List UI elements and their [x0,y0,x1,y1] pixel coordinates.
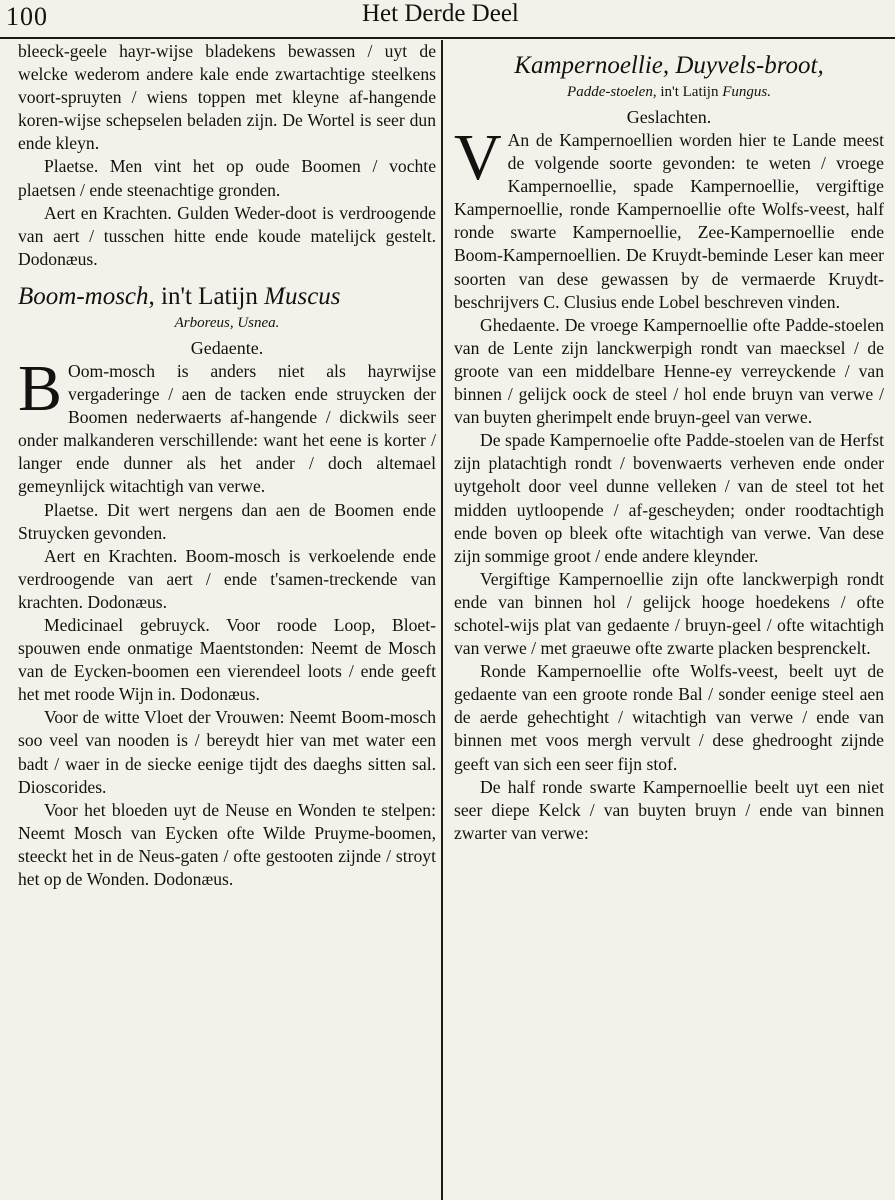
running-title: Het Derde Deel [362,0,519,27]
bloeden-paragraph: Voor het bloeden uyt de Neuse en Wonden te stelpen: Neemt Mosch van Eycken ofte Wilde Pruyme-boomen, steeckt het in de Neus-gaten / ofte gestooten zijnde / stroyt het op de Wonden. Dodonæus. [18,799,436,889]
geslachten-text: An de Kampernoellien worden hier te Lande meest de volgende soorte gevonden: te weten / vroege Kampernoellie, spade Kampernoellie, vergiftige Kampernoellie, ronde Kampernoellie ofte Wolfs-veest, half ronde swarte Kampernoellie, Zee-Kampernoellie ende Boom-Kampernoellien. De Kruydt-beminde Leser kan meer soorten van dese gewassen by de vermaerde Kruydt-beschrijvers C. Clusius ende Lobel beschreven vinden. [454,130,884,312]
half-ronde-paragraph: De half ronde swarte Kampernoellie beelt uyt een niet seer diepe Kelck / van buyten bruyn / ende van binnen zwarter van verwe: [454,776,884,843]
right-column [454,40,884,845]
left-column [18,40,436,891]
ronde-paragraph: Ronde Kampernoellie ofte Wolfs-veest, beelt uyt de gedaente van een groote ronde Bal / sonder eenige steel aen de aerde gehechtight / witachtigh van verwe / ende van binnen met voos mergh vervult / dese ghedrooght zijnde geeft van sich een seer fijn stof. [454,661,884,774]
spade-paragraph: De spade Kampernoelie ofte Padde-stoelen van de Herfst zijn platachtigh rondt / bovenwaerts verheven ende onder uytgeholt door veel dunne velleken / van de steel tot het midden uytloopende / af-gescheyden; onder roodtachtigh ende boven op bleek ofte witachtigh van verwe. Van dese zijn sommige groot / ende andere kleynder. [454,430,884,566]
subtitle-latin: Fungus. [722,84,771,100]
title-main: Boom-mosch [18,282,149,310]
page-number: 100 [6,2,48,31]
medicinael-paragraph: Medicinael gebruyck. Voor roode Loop, Bloet-spouwen ende onmatige Maentstonden: Neemt de Mosch van de Eycken-boomen een vierendeel loots / ende geeft het met roode Wijn in. Dodonæus. [18,614,436,705]
column-divider [441,40,443,1200]
vergiftige-paragraph: Vergiftige Kampernoellie zijn ofte lanckwerpigh rondt ende van binnen hol / gelijck hooge hoedekens / ofte schotel-wijs plat van gedaente / bruyn-geel / ofte witachtigh van verwe / met graeuwe ofte zwarte placken besprenckelt. [454,568,884,659]
geslachten-paragraph [454,121,884,314]
aert-paragraph: Aert en Krachten. Gulden Weder-doot is verdroogende van aert / tusschen hitte ende koude matelijck gestelt. Dodonæus. [18,202,436,269]
plaetse-paragraph: Plaetse. Dit wert nergens dan aen de Boomen ende Struycken gevonden. [18,499,436,543]
drop-cap: V [454,121,502,194]
title-latin: Muscus [264,282,341,310]
entry-subtitle: Arboreus, Usnea. [174,314,280,331]
subtitle-italic: Padde-stoelen [567,84,653,100]
header-rule [0,37,895,39]
page-header [0,0,895,42]
drop-cap: B [18,351,63,425]
witte-vloet-paragraph: Voor de witte Vloet der Vrouwen: Neemt Boom-mosch soo veel van nooden is / bereydt hier van met water een badt / waer in de siecke eenige tijdt des daeghs sitten sal. Dioscorides. [18,707,436,797]
title-rest: , in't Latijn [148,282,265,310]
aert-paragraph: Aert en Krachten. Boom-mosch is verkoelende ende verdroogende van aert / ende t'samen-treckende van krachten. Dodonæus. [18,545,436,612]
subtitle-roman: , in't Latijn [652,84,723,100]
entry-title-boom-mosch [18,282,436,312]
entry-subtitle [454,81,884,103]
section-heading-geslachten: Geslachten. [626,107,712,127]
gedaente-paragraph [18,351,436,499]
plaetse-paragraph: Plaetse. Men vint het op oude Boomen / vochte plaetsen / ende steenachtige gronden. [18,156,436,200]
continued-paragraph: bleeck-geele hayr-wijse bladekens bewassen / uyt de welcke wederom andere kale ende zwartachtige steelkens voort-spruyten / wiens toppen met kleyne af-hangende koren-wijse schepselen beladen zijn. De Wortel is seer dun ende kleyn. [18,41,436,154]
ghedaente-paragraph: Ghedaente. De vroege Kampernoellie ofte Padde-stoelen van de Lente zijn lanckwerpigh rondt van maecksel / de groote van een middelbare Henne-ey verreyckende / van binnen / gelijck oock de steel / hol ende bruyn van verwe / van buyten gherimpelt ende bruyn-geel van verwe. [454,314,884,428]
gedaente-text: Oom-mosch is anders niet als hayrwijse vergaderinge / aen de tacken ende struycken der Boomen nederwaerts af-hangende / dickwils seer onder malkanderen verschillende: want het eene is korter / langer ende dunner als het ander / doch altemael gemeynlijck witachtigh van verwe. [18,360,436,497]
entry-title-kampernoellie: Kampernoellie, Duyvels-broot, [514,52,824,79]
section-heading-gedaente: Gedaente. [190,337,264,358]
